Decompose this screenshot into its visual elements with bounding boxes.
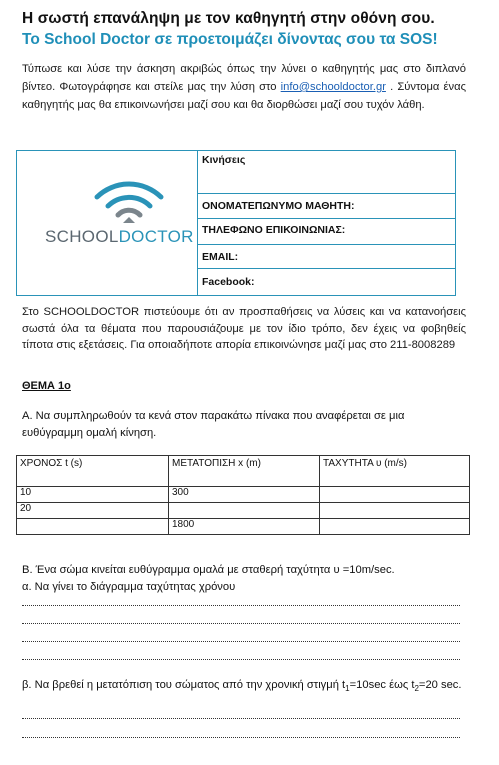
question-b-part-b xyxy=(22,677,466,697)
header-title: Η σωστή επανάληψη με τον καθηγητή στην οθόνη σου. xyxy=(22,10,435,27)
wifi-signal-icon xyxy=(87,173,171,229)
logo-word-doctor: DOCTOR xyxy=(118,227,194,246)
question-a: Α. Να συμπληρωθούν τα κενά στον παρακάτω πίνακα που αναφέρεται σε μια ευθύγραμμη ομαλή κίνηση. xyxy=(22,410,405,439)
table-cell[interactable] xyxy=(320,519,470,535)
table-cell[interactable]: 300 xyxy=(169,487,320,503)
answer-line[interactable] xyxy=(22,605,460,607)
table-header-row xyxy=(17,456,470,487)
intro-text-after: . Σύντομα ένας καθηγητής μας θα επικοινωνήσει μαζί σου και θα διορθώσει μαζί σου τυχόν λάθη. xyxy=(22,81,466,111)
form-row-phone[interactable]: ΤΗΛΕΦΩΝΟ ΕΠΙΚΟΙΝΩΝΙΑΣ: xyxy=(198,219,455,245)
section-heading: ΘΕΜΑ 1ο xyxy=(22,380,71,392)
table-cell[interactable] xyxy=(17,519,169,535)
question-c-suffix: =20 sec. xyxy=(418,679,462,691)
logo-wordmark xyxy=(45,227,194,247)
logo-word-school: SCHOOL xyxy=(45,227,119,246)
answer-line[interactable] xyxy=(22,718,460,720)
table-header-displacement: ΜΕΤΑΤΟΠΙΣΗ x (m) xyxy=(169,456,320,487)
logo-cell xyxy=(17,151,198,295)
table-header-velocity: ΤΑΧΥΤΗΤΑ υ (m/s) xyxy=(320,456,470,487)
form-row-facebook[interactable]: Facebook: xyxy=(202,276,255,288)
answer-line[interactable] xyxy=(22,641,460,643)
header-subtitle: Το School Doctor σε προετοιμάζει δίνοντας σου τα SOS! xyxy=(22,31,438,48)
answer-line[interactable] xyxy=(22,659,460,661)
table-row xyxy=(17,503,470,519)
table-cell[interactable]: 1800 xyxy=(169,519,320,535)
intro-text-before: Τύπωσε και λύσε την άσκηση ακριβώς όπως την λύνει ο καθηγητής μας στο διπλανό βίντεο. Φωτογράφησε και στείλε μας την λύση στο xyxy=(22,63,466,93)
table-cell[interactable]: 20 xyxy=(17,503,169,519)
table-row xyxy=(17,519,470,535)
info-paragraph: Στο SCHOOLDOCTOR πιστεύουμε ότι αν προσπαθήσεις να λύσεις και να κατανοήσεις σωστά όλα τα θέματα που παρουσιάζουμε με τον ίδιο τρόπο, δεν έχεις να φοβηθείς τίποτα στις εξετάσεις. Για οποιαδήποτε απορία επικοινώνησε μαζί μας στο 211-8008289 xyxy=(22,306,466,351)
form-row-student-name[interactable]: ΟΝΟΜΑΤΕΠΩΝΥΜΟ ΜΑΘΗΤΗ: xyxy=(198,194,455,219)
question-b xyxy=(22,562,466,596)
form-row-kiniseis: Κινήσεις xyxy=(198,151,455,194)
intro-paragraph xyxy=(22,60,466,114)
table-cell[interactable] xyxy=(169,503,320,519)
question-b-part-a: α. Να γίνει το διάγραμμα ταχύτητας χρόνου xyxy=(22,581,236,593)
subscript-2: 2 xyxy=(414,684,419,694)
question-c-prefix: β. Να βρεθεί η μετατόπιση του σώματος από την χρονική στιγμή t xyxy=(22,679,346,691)
table-cell[interactable] xyxy=(320,487,470,503)
answer-line[interactable] xyxy=(22,737,460,739)
table-cell[interactable] xyxy=(320,503,470,519)
table-cell[interactable]: 10 xyxy=(17,487,169,503)
subscript-1: 1 xyxy=(345,684,350,694)
question-c-mid: =10sec έως t xyxy=(349,679,415,691)
question-b-statement: Β. Ένα σώμα κινείται ευθύγραμμα ομαλά με σταθερή ταχύτητα υ =10m/sec. xyxy=(22,564,395,576)
answer-line[interactable] xyxy=(22,623,460,625)
form-row-email[interactable]: EMAIL: xyxy=(198,245,455,269)
email-link[interactable]: info@schooldoctor.gr xyxy=(280,81,386,93)
student-info-box xyxy=(16,150,456,296)
data-table xyxy=(16,455,470,535)
table-header-time: ΧΡΟΝΟΣ t (s) xyxy=(17,456,169,487)
table-row xyxy=(17,487,470,503)
